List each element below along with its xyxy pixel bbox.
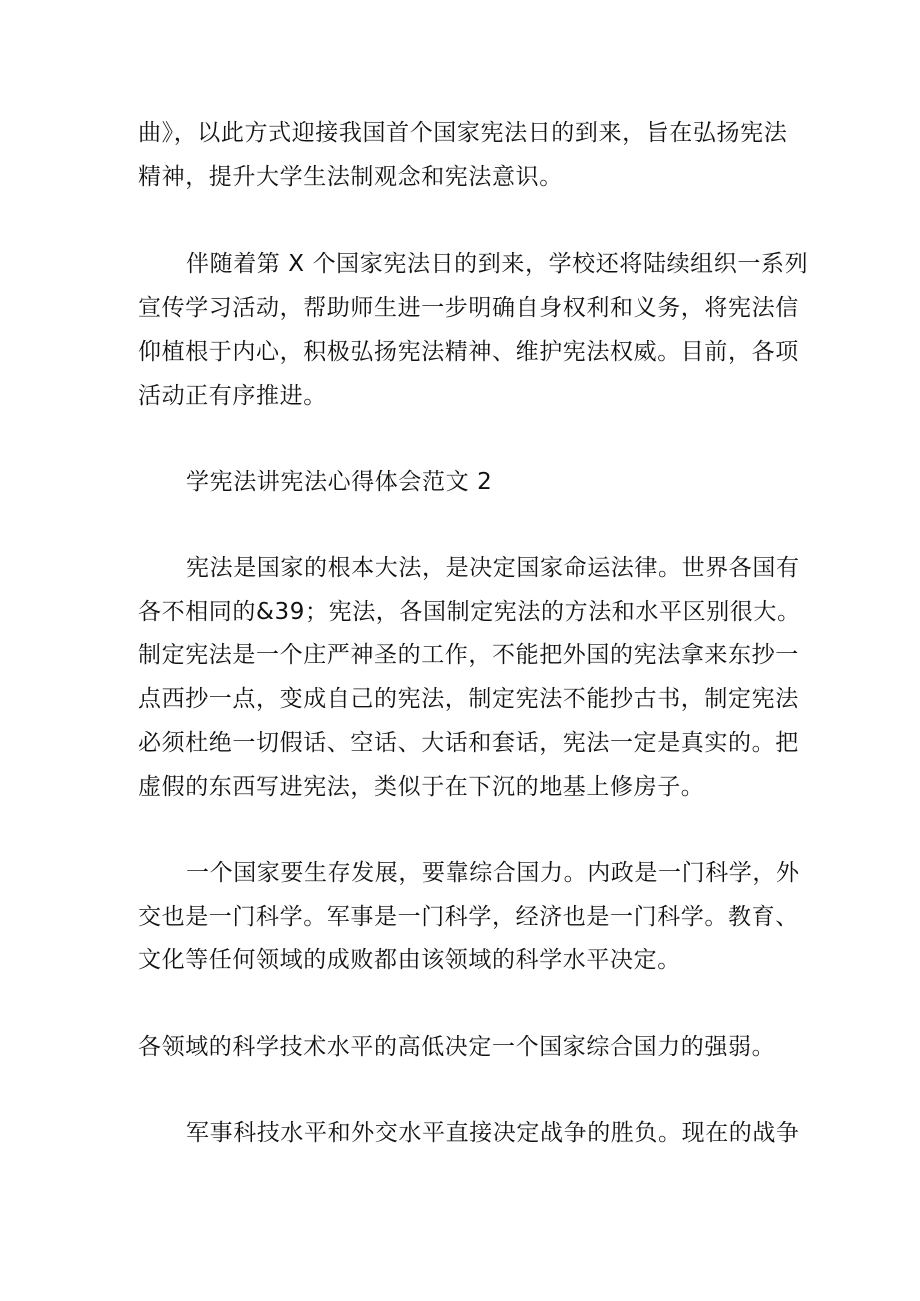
paragraph-line: 曲》，以此方式迎接我国首个国家宪法日的到来，旨在弘扬宪法 bbox=[138, 120, 788, 146]
paragraph-line: 宪法是国家的根本大法，是决定国家命运法律。世界各国有 bbox=[186, 555, 800, 581]
paragraph-line: 仰植根于内心，积极弘扬宪法精神、维护宪法权威。目前，各项 bbox=[138, 339, 799, 365]
paragraph-line: 点西抄一点，变成自己的宪法，制定宪法不能抄古书，制定宪法 bbox=[138, 686, 799, 712]
paragraph-line: 交也是一门科学。军事是一门科学，经济也是一门科学。教育、 bbox=[138, 904, 799, 930]
paragraph-line: 伴随着第 X 个国家宪法日的到来，学校还将陆续组织一系列 bbox=[186, 251, 809, 277]
paragraph-line: 一个国家要生存发展，要靠综合国力。内政是一门科学，外 bbox=[186, 860, 800, 886]
paragraph-line: 军事科技水平和外交水平直接决定战争的胜负。现在的战争 bbox=[186, 1120, 800, 1146]
paragraph-line: 宣传学习活动，帮助师生进一步明确自身权利和义务，将宪法信 bbox=[138, 295, 799, 321]
paragraph-line: 必须杜绝一切假话、空话、大话和套话，宪法一定是真实的。把 bbox=[138, 730, 799, 756]
section-heading: 学宪法讲宪法心得体会范文 2 bbox=[186, 469, 493, 495]
paragraph-line: 活动正有序推进。 bbox=[138, 383, 327, 409]
paragraph-line: 各不相同的&39；宪法，各国制定宪法的方法和水平区别很大。 bbox=[138, 599, 801, 625]
paragraph-line: 制定宪法是一个庄严神圣的工作，不能把外国的宪法拿来东抄一 bbox=[138, 642, 799, 668]
paragraph-line: 精神，提升大学生法制观念和宪法意识。 bbox=[138, 164, 563, 190]
paragraph-line: 虚假的东西写进宪法，类似于在下沉的地基上修房子。 bbox=[138, 774, 705, 800]
paragraph-line: 文化等任何领域的成败都由该领域的科学水平决定。 bbox=[138, 947, 681, 973]
paragraph-line: 各领域的科学技术水平的高低决定一个国家综合国力的强弱。 bbox=[138, 1034, 776, 1060]
